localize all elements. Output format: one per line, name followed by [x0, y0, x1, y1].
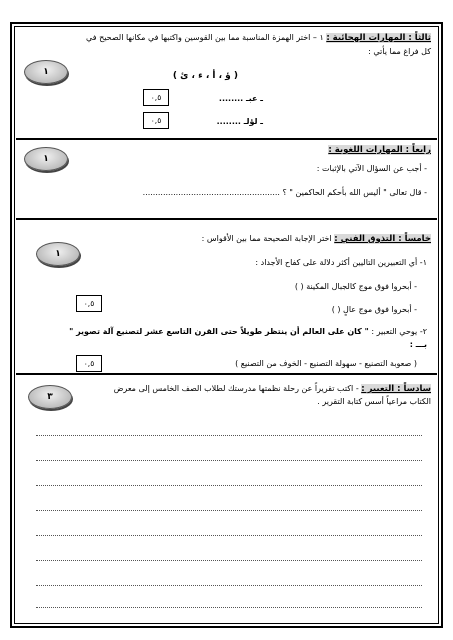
section5-q2-score-box: ٠,٥ [76, 355, 102, 372]
section5-q2-quote: " كان على العالم أن ينتظر طويلاً حتى القرن التاسع عشر لتصنيع آلة تصوير " [69, 327, 369, 336]
section6-instruction-2: الكتاب مراعياً أسس كتابة التقرير . [317, 397, 431, 406]
section6-header [114, 384, 431, 394]
section3-item1-score-box: ٠,٥ [143, 89, 169, 106]
section6-title: سادساً : التعبير : [361, 384, 431, 394]
answer-line [36, 535, 422, 536]
answer-line [36, 607, 422, 608]
section5-q1-option-2: - أبحروا فوق موج عالٍ ( ) [331, 305, 417, 314]
section5-instruction: اختر الإجابة الصحيحة مما بين الأقواس : [201, 234, 332, 243]
section-divider [16, 373, 437, 375]
section3-choices: ( ؤ ، أ ، ء ، ئ ) [172, 71, 238, 81]
section4-score-oval: ١ [24, 147, 68, 171]
section6-score-oval: ٣ [28, 385, 72, 409]
section5-q2-prefix: ٢- يوحي التعبير : [371, 327, 427, 336]
section5-title: خامساً : التذوق الفني : [334, 234, 431, 244]
section3-instruction-1: ١ – اختر الهمزة المناسبة مما بين القوسين واكتبها في مكانها الصحيح في [86, 33, 324, 42]
section5-q2-cont: بـــ : [409, 340, 427, 349]
section6-instruction-1: - اكتب تقريراً عن رحلة نظمتها مدرستك لطلاب الصف الخامس إلى معرض [113, 384, 359, 393]
section3-item2-score-box: ٠,٥ [143, 112, 169, 129]
answer-line [36, 560, 422, 561]
section3-item-1: ـ عبـ ........ [218, 94, 263, 103]
section5-question-1: ١- أي التعبيرين التاليين أكثر دلالة على كفاح الأجداد : [255, 258, 427, 267]
answer-line [36, 485, 422, 486]
section5-q1-option-1: - أبحروا فوق موج كالجبال المكينة ( ) [294, 282, 417, 291]
answer-line [36, 460, 422, 461]
section3-instruction-2: كل فراغ مما يأتي : [368, 47, 431, 56]
section3-item-2: ـ لؤلـ ........ [216, 117, 263, 126]
section5-header [202, 234, 431, 244]
section4-title: رابعاً : المهارات اللغوية : [328, 145, 431, 155]
section5-q2-options: ( صعوبة التصنيع - سهولة التصنيع - الخوف من التصنيع ) [235, 359, 417, 368]
section-divider [16, 218, 437, 220]
answer-line [36, 435, 422, 436]
section5-question-2 [69, 327, 427, 337]
answer-line [36, 585, 422, 586]
section3-score-oval: ١ [24, 60, 68, 84]
section-divider [16, 138, 437, 140]
section4-instruction: - أجب عن السؤال الآتي بالإثبات : [316, 164, 427, 173]
section4-question: - قال تعالى " أليس الله بأحكم الحاكمين " ؟ ...................................................... [142, 188, 427, 197]
section5-q1-score-box: ٠,٥ [76, 295, 102, 312]
answer-line [36, 510, 422, 511]
section3-header [86, 33, 431, 43]
section3-title: ثالثاً : المهارات الهجائية : [326, 33, 431, 43]
section5-score-oval: ١ [36, 242, 80, 266]
